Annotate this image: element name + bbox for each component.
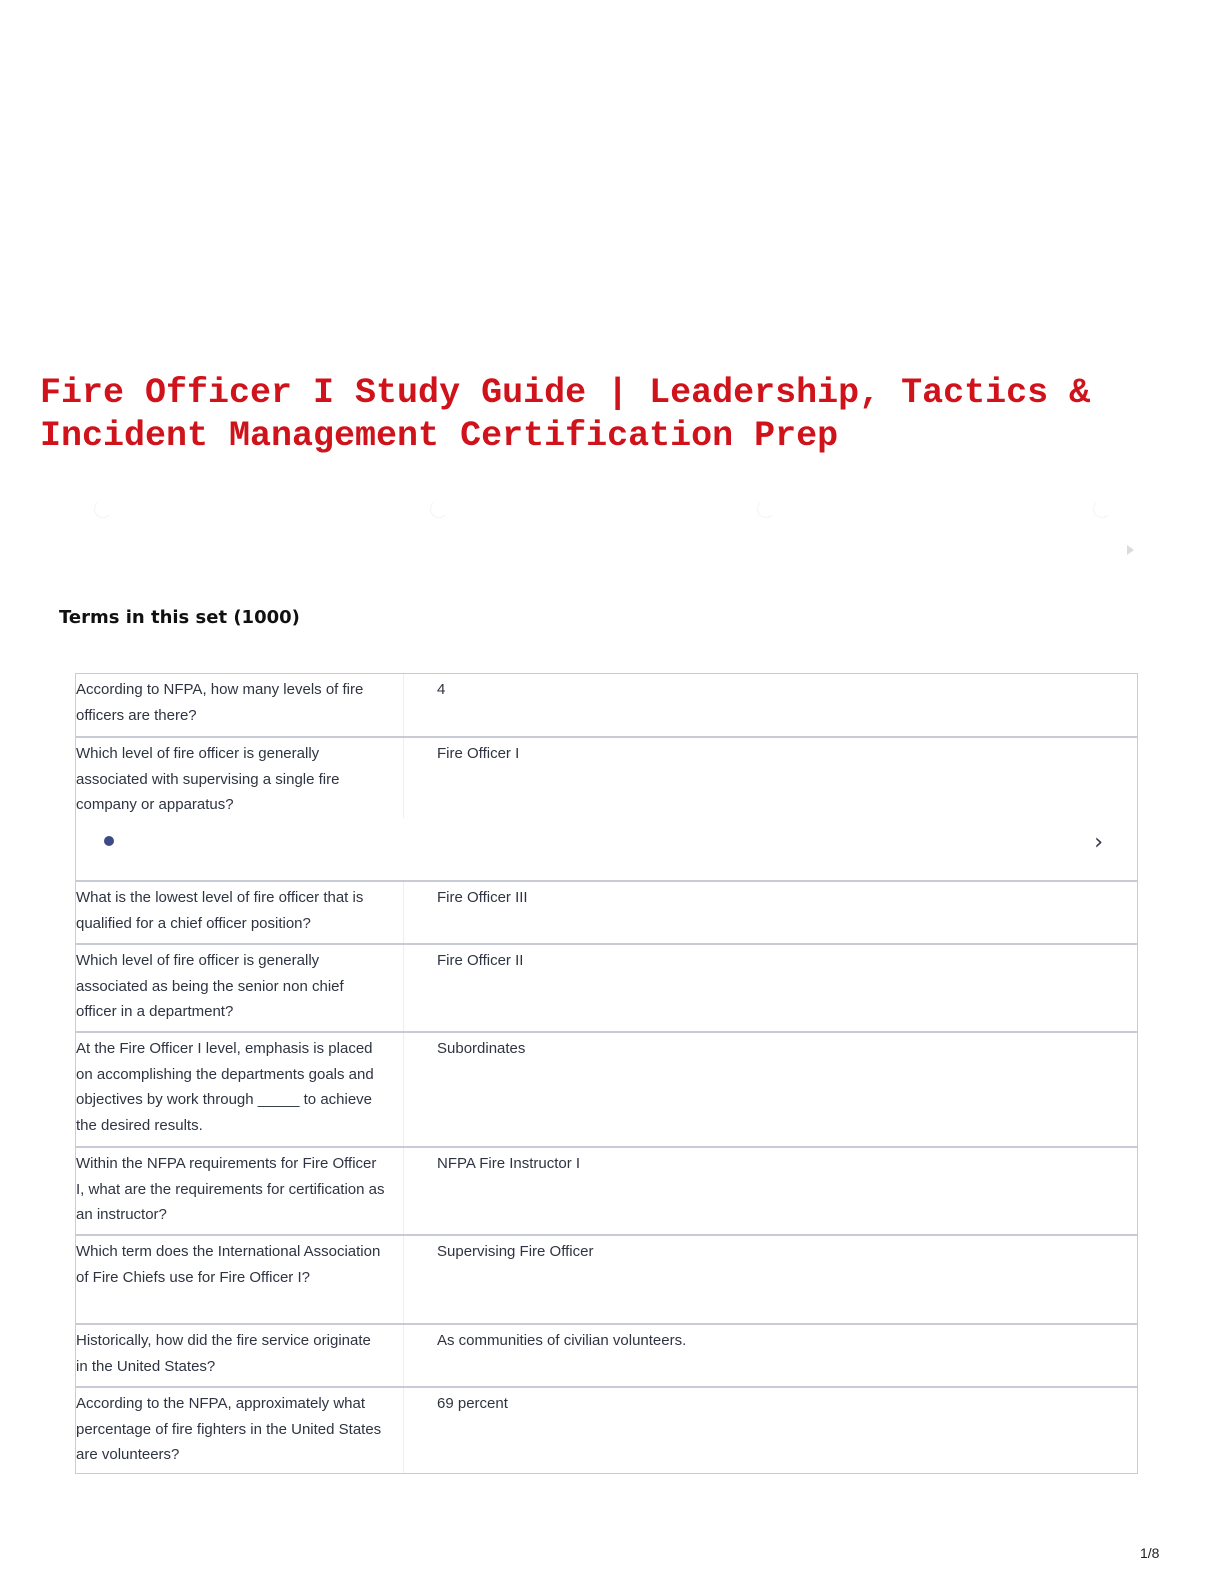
definition-text: NFPA Fire Instructor I [437, 1155, 581, 1172]
term-row [76, 1323, 1137, 1386]
carousel-strip [76, 818, 1137, 880]
badge-dot-icon [104, 836, 114, 846]
definition-text: Fire Officer II [437, 952, 524, 969]
term-text: Which level of fire officer is generally associated with supervising a single fire company or apparatus? [76, 738, 404, 818]
term-text: Which level of fire officer is generally associated as being the senior non chief officer in a department? [76, 945, 404, 1031]
placeholder-circle-icon [757, 500, 775, 518]
definition-text: Subordinates [437, 1040, 526, 1057]
term-row [76, 880, 1137, 943]
term-text: Which term does the International Association of Fire Chiefs use for Fire Officer I? [76, 1236, 404, 1323]
term-text: At the Fire Officer I level, emphasis is placed on accomplishing the departments goals and objectives by work through _____ to achieve the desired results. [76, 1033, 404, 1146]
terms-set-heading: Terms in this set (1000) [59, 607, 300, 628]
term-row [76, 1031, 1137, 1146]
term-row [76, 1146, 1137, 1234]
terms-table [75, 673, 1138, 1474]
term-text: Historically, how did the fire service originate in the United States? [76, 1325, 404, 1386]
definition-text: 69 percent [437, 1395, 508, 1412]
page-number: 1/8 [1140, 1545, 1160, 1561]
term-row [76, 736, 1137, 818]
play-icon[interactable] [1127, 545, 1134, 555]
term-row [76, 1234, 1137, 1323]
term-row [76, 1386, 1137, 1473]
placeholder-circle-icon [94, 500, 112, 518]
placeholder-circle-icon [1093, 500, 1111, 518]
definition-text: Supervising Fire Officer [437, 1243, 594, 1260]
definition-text: 4 [437, 681, 446, 698]
definition-text: Fire Officer I [437, 745, 520, 762]
term-text: According to NFPA, how many levels of fire officers are there? [76, 674, 404, 736]
definition-text: Fire Officer III [437, 889, 528, 906]
definition-text: As communities of civilian volunteers. [437, 1332, 687, 1349]
document-title: Fire Officer I Study Guide | Leadership, Tactics & Incident Management Certification Prep [40, 373, 1091, 456]
term-row [76, 674, 1137, 736]
term-text: Within the NFPA requirements for Fire Officer I, what are the requirements for certification as an instructor? [76, 1148, 404, 1234]
term-text: According to the NFPA, approximately what percentage of fire fighters in the United States are volunteers? [76, 1388, 404, 1473]
placeholder-circle-icon [430, 500, 448, 518]
chevron-right-icon[interactable]: › [1094, 830, 1103, 855]
term-text: What is the lowest level of fire officer that is qualified for a chief officer position? [76, 882, 404, 943]
term-row [76, 943, 1137, 1031]
